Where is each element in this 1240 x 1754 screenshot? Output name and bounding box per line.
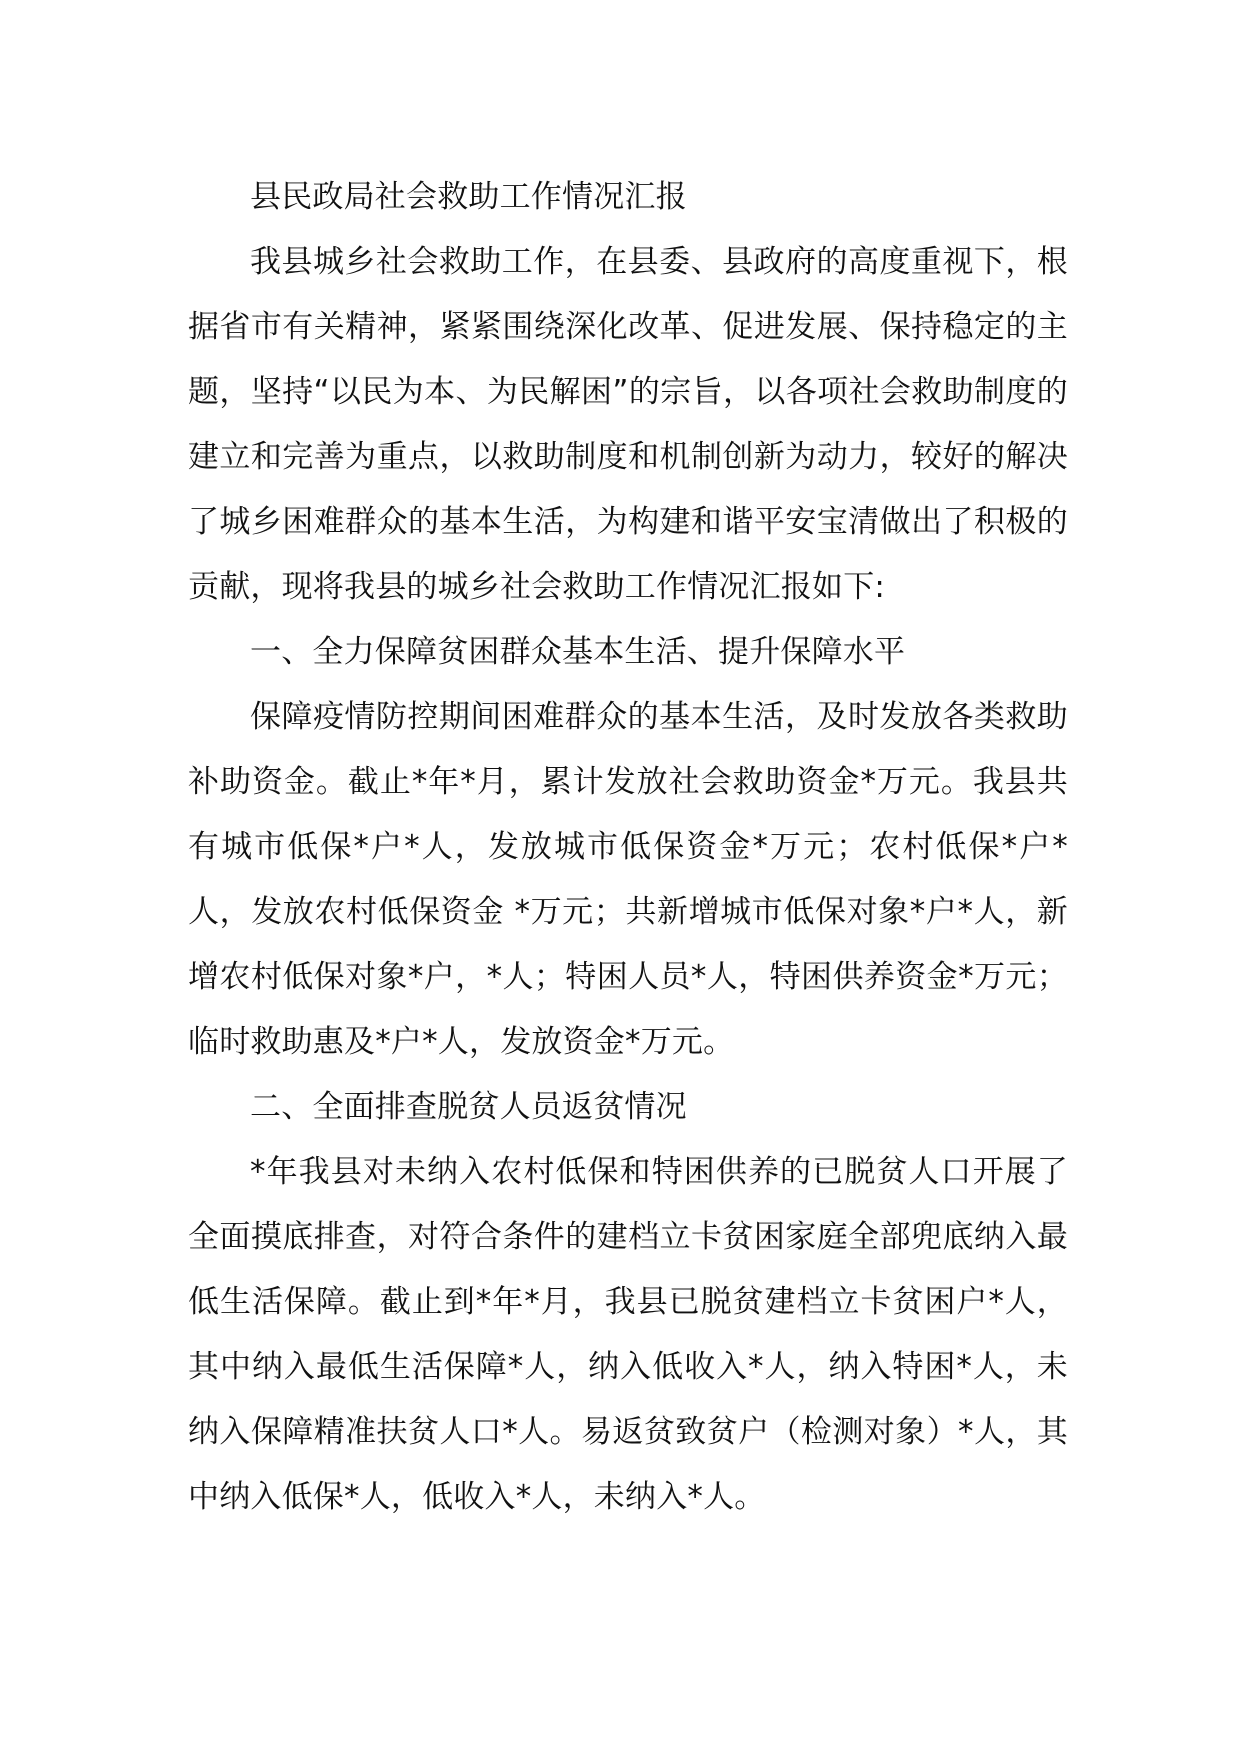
section-1-paragraph: 保障疫情防控期间困难群众的基本生活，及时发放各类救助补助资金。截止*年*月，累计发放社会救助资金*万元。我县共有城市低保*户*人，发放城市低保资金*万元；农村低保*户*人，发放农村低保资金 *万元；共新增城市低保对象*户*人，新增农村低保对象*户，*人；特困人员*人，特困供养资金*万元；临时救助惠及*户*人，发放资金*万元。 [188, 699, 1068, 1060]
document-body [188, 165, 1068, 1530]
intro-paragraph: 我县城乡社会救助工作，在县委、县政府的高度重视下，根据省市有关精神，紧紧围绕深化改革、促进发展、保持稳定的主题，坚持“以民为本、为民解困”的宗旨，以各项社会救助制度的建立和完善为重点，以救助制度和机制创新为动力，较好的解决了城乡困难群众的基本生活，为构建和谐平安宝清做出了积极的贡献，现将我县的城乡社会救助工作情况汇报如下: [188, 244, 1068, 605]
section-1-heading: 一、全力保障贫困群众基本生活、提升保障水平 [250, 634, 906, 670]
document-title: 县民政局社会救助工作情况汇报 [250, 179, 687, 215]
section-2-paragraph: *年我县对未纳入农村低保和特困供养的已脱贫人口开展了全面摸底排查，对符合条件的建档立卡贫困家庭全部兜底纳入最低生活保障。截止到*年*月，我县已脱贫建档立卡贫困户*人，其中纳入最低生活保障*人，纳入低收入*人，纳入特困*人，未纳入保障精准扶贫人口*人。易返贫致贫户（检测对象）*人，其中纳入低保*人，低收入*人，未纳入*人。 [188, 1154, 1068, 1515]
section-2-heading: 二、全面排查脱贫人员返贫情况 [250, 1089, 687, 1125]
